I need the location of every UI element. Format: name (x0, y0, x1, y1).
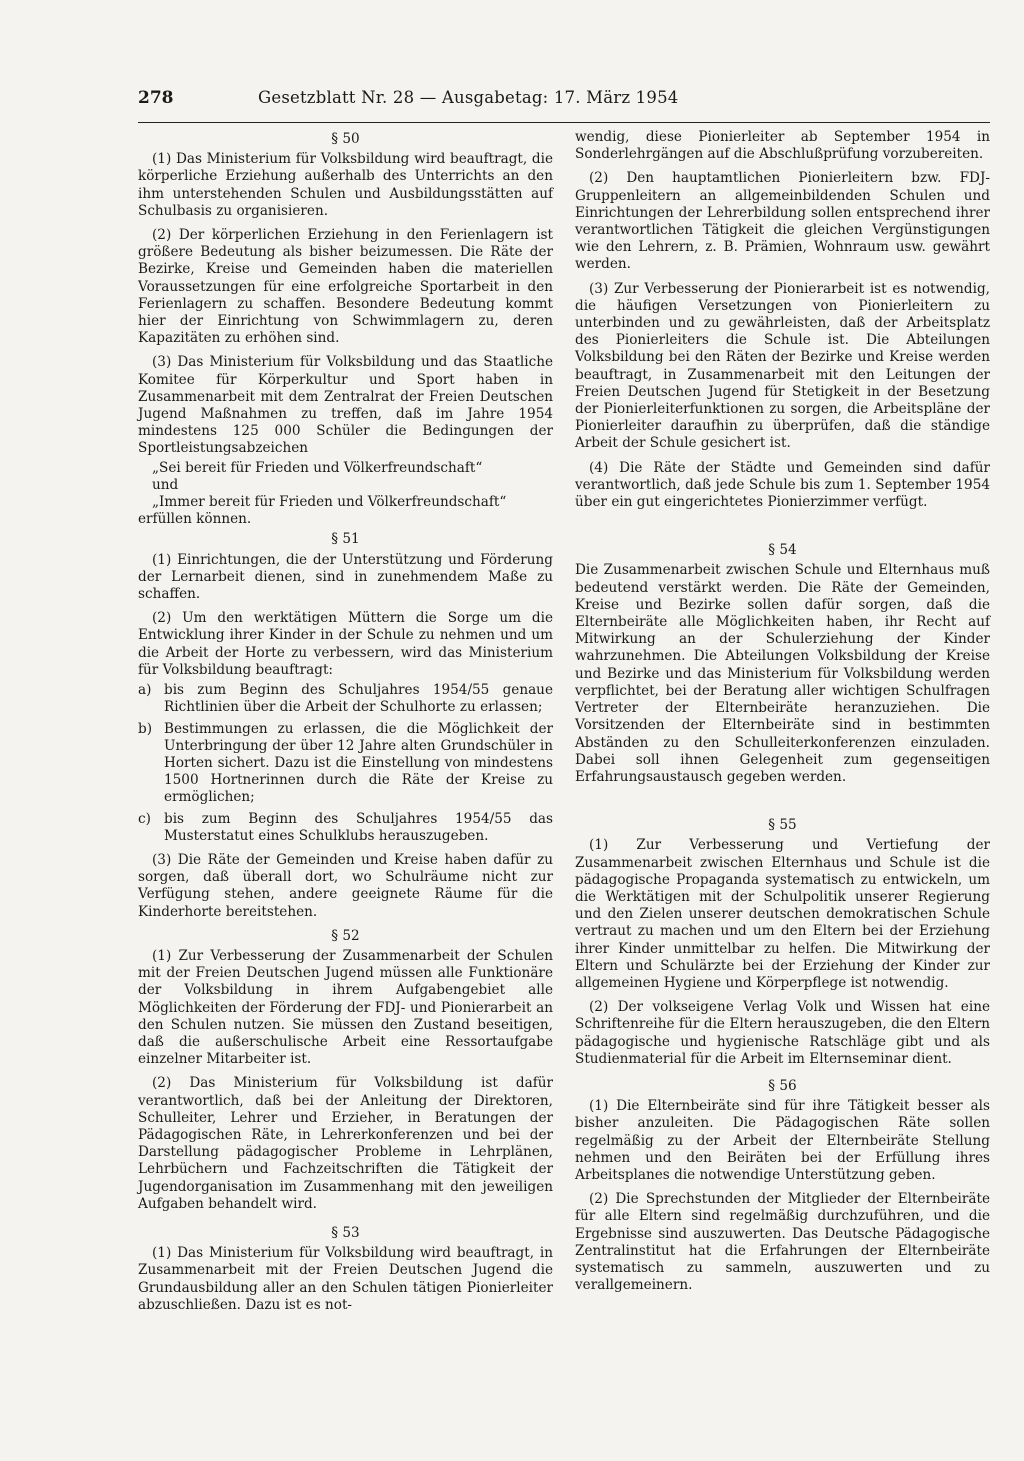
paragraph: (1) Einrichtungen, die der Unterstützung und Förderung der Lernarbeit dienen, sind in zunehmendem Maße zu schaffen. (138, 551, 553, 603)
list-marker: b) (138, 720, 153, 737)
section-heading-52: § 52 (331, 927, 360, 944)
list-marker: c) (138, 810, 151, 827)
slogan: „Immer bereit für Frieden und Völkerfreundschaft“ (152, 494, 507, 511)
list-item (138, 721, 553, 807)
text-columns (138, 129, 990, 1321)
list-item (138, 811, 553, 845)
paragraph: (1) Das Ministerium für Volksbildung wird beauftragt, in Zusammenarbeit mit der Freien Deutschen Jugend die Grundausbildung aller an den Schulen tätigen Pionierleiter abzuschließen. Dazu ist es not- (138, 1245, 553, 1313)
spacer (575, 518, 990, 540)
section-heading-50: § 50 (331, 131, 360, 147)
section-heading-56: § 56 (768, 1077, 797, 1094)
paragraph: (2) Um den werktätigen Müttern die Sorge um die Entwicklung ihrer Kinder in der Schule zu nehmen und um die Arbeit der Horte zu verbessern, wird das Ministerium für Volksbildung beauftragt: (138, 610, 553, 678)
page-header (138, 88, 990, 123)
list-item-text: bis zum Beginn des Schuljahres 1954/55 das Musterstatut eines Schulklubs herauszugeben. (164, 810, 553, 844)
slogan: „Sei bereit für Frieden und Völkerfreundschaft“ (152, 459, 483, 476)
list-item (138, 682, 553, 716)
paragraph: (1) Zur Verbesserung und Vertiefung der Zusammenarbeit zwischen Elternhaus und Schule ist die pädagogische Propaganda systematisch zu entwickeln, um die Werktätigen mit der Schulpolitik unserer Regierung und den Zielen unserer deutschen demokratischen Schule vertraut zu machen und um den Eltern bei der Erziehung ihrer Kinder unmittelbar zu helfen. Die Mitwirkung der Eltern und Schulärzte bei der Erziehung der Kinder zur allgemeinen Hygiene und Körperpflege ist notwendig. (575, 837, 990, 991)
paragraph: (2) Das Ministerium für Volksbildung ist dafür verantwortlich, daß bei der Anleitung der Direktoren, Schulleiter, Lehrer und Erzieher, in Beratungen der Pädagogischen Räte, in Lehrerkonferenzen und bei der Darstellung pädagogischer Probleme in Lehrplänen, Lehrbüchern und Fachzeitschriften die Tätigkeit der Jugendorganisation im Zusammenhang mit den jeweiligen Aufgaben behandelt wird. (138, 1075, 553, 1212)
section-heading-55: § 55 (768, 817, 797, 834)
section-heading-53: § 53 (331, 1224, 360, 1241)
paragraph: (2) Den hauptamtlichen Pionierleitern bzw. FDJ-Gruppenleitern an allgemeinbildenden Schulen und Einrichtungen der Lehrerbildung sollen entsprechend ihrer verantwortlichen Tätigkeit die gleichen Vergünstigungen wie den Lehrern, z. B. Prämien, Wohnraum usw. gewährt werden. (575, 170, 990, 273)
paragraph-continued: wendig, diese Pionierleiter ab September 1954 in Sonderlehrgängen auf die Abschlußprüfung vorzubereiten. (575, 129, 990, 163)
paragraph: (3) Das Ministerium für Volksbildung und das Staatliche Komitee für Körperkultur und Sport haben in Zusammenarbeit mit dem Zentralrat der Freien Deutschen Jugend Maßnahmen zu treffen, daß im Jahre 1954 mindestens 125 000 Schüler die Bedingungen der Sportleistungsabzeichen (138, 354, 553, 457)
paragraph: (1) Zur Verbesserung der Zusammenarbeit der Schulen mit der Freien Deutschen Jugend müssen alle Funktionäre der Volksbildung in ihrem Aufgabengebiet alle Möglichkeiten der Förderung der FDJ- und Pionierarbeit an den Schulen nutzen. Sie müssen den Zustand beseitigen, daß die außerschulische Arbeit eine Ressortaufgabe einzelner Mitarbeiter ist. (138, 947, 553, 1068)
list-item-text: bis zum Beginn des Schuljahres 1954/55 genaue Richtlinien über die Arbeit der Schulhorte zu erlassen; (164, 682, 553, 716)
section-heading-54: § 54 (768, 542, 797, 559)
section-heading-51: § 51 (331, 531, 360, 548)
paragraph: (1) Die Elternbeiräte sind für ihre Tätigkeit besser als bisher anzuleiten. Die Pädagogischen Räte sollen regelmäßig zu der Arbeit der Elternbeiräte Stellung nehmen und den Beiräten bei der Erfüllung ihres Arbeitsplanes die notwendige Unterstützung geben. (575, 1098, 990, 1183)
right-column (575, 129, 990, 1321)
running-head: Gesetzblatt Nr. 28 — Ausgabetag: 17. März 1954 (258, 88, 679, 107)
paragraph-end: erfüllen können. (138, 511, 252, 528)
spacer (575, 793, 990, 815)
left-column (138, 129, 553, 1321)
paragraph: (4) Die Räte der Städte und Gemeinden sind dafür verantwortlich, daß jede Schule bis zum 1. September 1954 über ein gut eingerichtetes Pionierzimmer verfügt. (575, 459, 990, 511)
page-number: 278 (138, 88, 174, 108)
paragraph: Die Zusammenarbeit zwischen Schule und Elternhaus muß bedeutend verstärkt werden. Die Räte der Gemeinden, Kreise und Bezirke sollen dafür sorgen, daß die Elternbeiräte alle Möglichkeiten haben, ihr Recht auf Mitwirkung an der Schulerziehung der Kinder wahrzunehmen. Die Abteilungen Volksbildung der Kreise und Bezirke und das Ministerium für Volksbildung werden verpflichtet, bei der Beratung aller wichtigen Schulfragen Vertreter der Elternbeiräte heranzuziehen. Die Vorsitzenden der Elternbeiräte sind in bestimmten Abständen zu den Schulleiterkonferenzen einzuladen. Dabei soll ihnen Gelegenheit zum gegenseitigen Erfahrungsaustausch gegeben werden. (575, 562, 990, 785)
paragraph: (3) Die Räte der Gemeinden und Kreise haben dafür zu sorgen, daß überall dort, wo Schulräume nicht zur Verfügung stehen, andere geeignete Räume für die Kinderhorte bereitstehen. (138, 851, 553, 920)
paragraph: (3) Zur Verbesserung der Pionierarbeit ist es notwendig, die häufigen Versetzungen von Pionierleitern zu unterbinden und zu gewährleisten, daß der Arbeitsplatz des Pionierleiters die Schule ist. Die Abteilungen Volksbildung bei den Räten der Bezirke und Kreise werden beauftragt, in Zusammenarbeit mit den Leitungen der Freien Deutschen Jugend für Stetigkeit in der Besetzung der Pionierleiterfunktionen zu sorgen, die Arbeitspläne der Pionierleiter daraufhin zu überprüfen, daß die ständige Arbeit der Schule gesichert ist. (575, 280, 990, 452)
paragraph: (1) Das Ministerium für Volksbildung wird beauftragt, die körperliche Erziehung außerhalb des Unterrichts an den ihm unterstehenden Schulen und Ausbildungsstätten auf Schulbasis zu organisieren. (138, 151, 553, 219)
paragraph: (2) Der volkseigene Verlag Volk und Wissen hat eine Schriftenreihe für die Eltern herauszugeben, die den Eltern pädagogische und hygienische Ratschläge gibt und als Studienmaterial für die Arbeit im Elternseminar dient. (575, 999, 990, 1067)
paragraph: (2) Die Sprechstunden der Mitglieder der Elternbeiräte für alle Eltern sind regelmäßig durchzuführen, und die Ergebnisse sind auszuwerten. Das Deutsche Pädagogische Zentralinstitut hat die Erfahrungen der Elternbeiräte systematisch zu sammeln, auszuwerten und zu verallgemeinern. (575, 1191, 990, 1294)
list-item-text: Bestimmungen zu erlassen, die die Möglichkeit der Unterbringung der über 12 Jahre alten Grundschüler in Horten sichert. Dazu ist die Einstellung von mindestens 1500 Hortnerinnen durch die Räte der Kreise zu ermöglichen; (164, 720, 553, 806)
enumerated-list (138, 682, 553, 845)
slogan-connector: und (152, 476, 179, 493)
list-marker: a) (138, 682, 152, 699)
paragraph: (2) Der körperlichen Erziehung in den Ferienlagern ist größere Bedeutung als bisher beizumessen. Die Räte der Bezirke, Kreise und Gemeinden haben die materiellen Voraussetzungen für eine erfolgreiche Sportarbeit in den Ferienlagern zu schaffen. Besondere Bedeutung kommt hier der Einrichtung von Schwimmlagern zu, deren Kapazitäten zu erhöhen sind. (138, 227, 553, 347)
